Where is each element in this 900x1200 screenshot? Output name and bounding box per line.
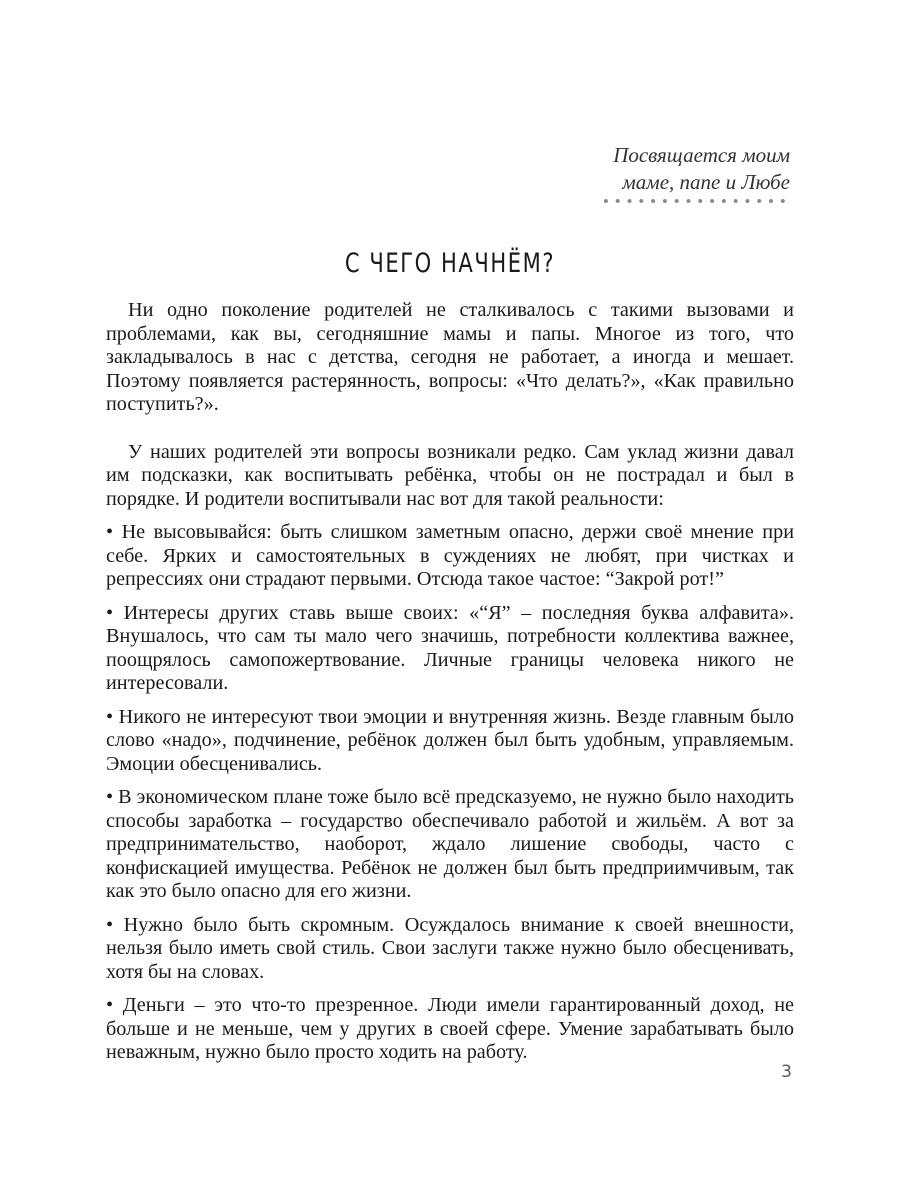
bullet-item: • В экономическом плане тоже было всё предсказуемо, не нужно было находить способы заработка – государство обеспечивало работой и жильём. А вот за предпринимательство, наоборот, ждало лишение свободы, часто с конфискацией имущества. Ребёнок не должен был быть предприимчивым, так как это было опасно для его жизни. — [106, 786, 794, 902]
chapter-title: С ЧЕГО НАЧНЁМ? — [344, 248, 556, 279]
paragraph: У наших родителей эти вопросы возникали редко. Сам уклад жизни давал им подсказки, как воспитывать ребёнка, чтобы он не пострадал и был в порядке. И родители воспитывали нас вот для такой реальности: — [106, 440, 794, 510]
paragraph: Ни одно поколение родителей не сталкивалось с такими вызовами и проблемами, как вы, сегодняшние мамы и папы. Многое из того, что закладывалось в нас с детства, сегодня не работает, а иногда и мешает. Поэтому появляется растерянность, вопросы: «Что делать?», «Как правильно поступить?». — [106, 299, 794, 415]
bullet-item: • Нужно было быть скромным. Осуждалось внимание к своей внешности, нельзя было иметь свой стиль. Свои заслуги также нужно было обесценивать, хотя бы на словах. — [106, 913, 794, 983]
bullet-item: • Не высовывайся: быть слишком заметным опасно, держи своё мнение при себе. Ярких и самостоятельных в суждениях не любят, при чистках и репрессиях они страдают первыми. Отсюда такое частое: “Закрой рот!” — [106, 521, 794, 590]
dotted-divider — [600, 196, 790, 206]
body-text — [106, 299, 794, 1075]
dedication-line: Посвящается моим — [613, 143, 790, 167]
page-number: 3 — [781, 1062, 792, 1082]
dedication-line: маме, папе и Любе — [622, 170, 790, 194]
dedication — [370, 142, 790, 196]
bullet-item: • Никого не интересуют твои эмоции и внутренняя жизнь. Везде главным было слово «надо», подчинение, ребёнок должен был быть удобным, управляемым. Эмоции обесценивались. — [106, 705, 794, 775]
bullet-item: • Интересы других ставь выше своих: «“Я” – последняя буква алфавита». Внушалось, что сам ты мало чего значишь, потребности коллектива важнее, поощрялось самопожертвование. Личные границы человека никого не интересовали. — [106, 601, 794, 694]
bullet-item: • Деньги – это что-то презренное. Люди имели гарантированный доход, не больше и не меньше, чем у других в своей сфере. Умение зарабатывать было неважным, нужно было просто ходить на работу. — [106, 994, 794, 1063]
